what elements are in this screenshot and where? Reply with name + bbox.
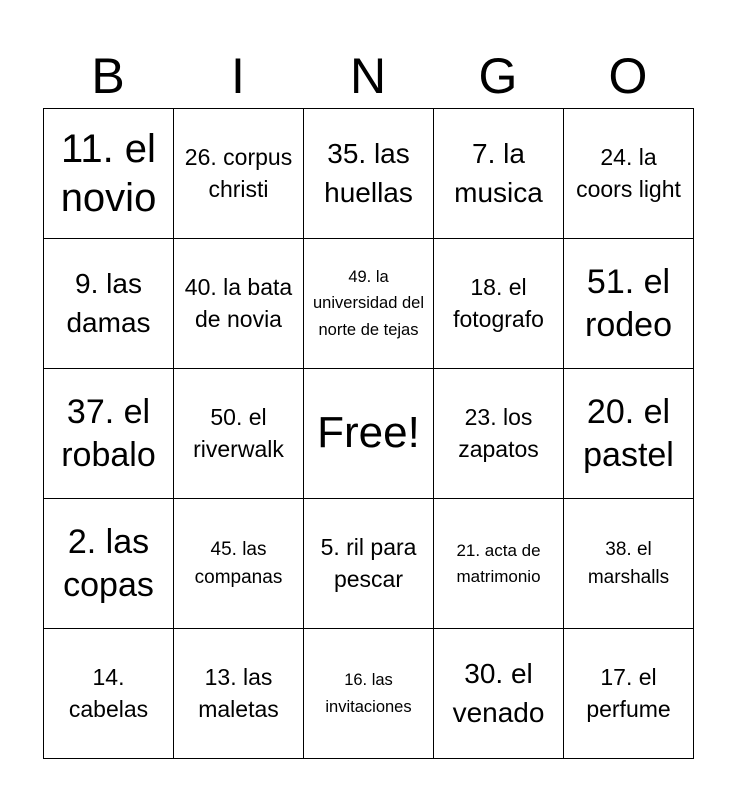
bingo-cell-r4-c2[interactable] (304, 629, 434, 759)
cell-text: 9. las damas (66, 267, 151, 338)
cell-text: 17. el perfume (586, 664, 671, 722)
cell-text: 37. el robalo (61, 392, 156, 474)
cell-text: 5. ril para pescar (320, 534, 417, 592)
bingo-cell-r0-c4[interactable] (564, 109, 694, 239)
bingo-cell-r0-c3[interactable] (434, 109, 564, 239)
bingo-cell-r0-c1[interactable] (174, 109, 304, 239)
bingo-cell-r1-c0[interactable] (44, 239, 174, 369)
bingo-free-space[interactable] (304, 369, 434, 499)
bingo-cell-r3-c3[interactable] (434, 499, 564, 629)
bingo-header (43, 40, 693, 108)
cell-text: 38. el marshalls (587, 538, 670, 588)
bingo-cell-r1-c3[interactable] (434, 239, 564, 369)
bingo-cell-r3-c1[interactable] (174, 499, 304, 629)
bingo-cell-r0-c2[interactable] (304, 109, 434, 239)
cell-text: 51. el rodeo (585, 262, 672, 344)
free-space-label: Free! (317, 408, 420, 458)
cell-text: 21. acta de matrimonio (456, 540, 541, 586)
cell-text: 30. el venado (452, 657, 545, 728)
bingo-grid (43, 108, 694, 759)
bingo-cell-r0-c0[interactable] (44, 109, 174, 239)
bingo-cell-r1-c1[interactable] (174, 239, 304, 369)
cell-text: 16. las invitaciones (325, 671, 412, 716)
cell-text: 2. las copas (63, 522, 154, 604)
bingo-cell-r2-c0[interactable] (44, 369, 174, 499)
bingo-cell-r4-c4[interactable] (564, 629, 694, 759)
bingo-cell-r3-c4[interactable] (564, 499, 694, 629)
cell-text: 7. la musica (454, 137, 543, 208)
cell-text: 18. el fotografo (453, 274, 544, 332)
bingo-cell-r1-c4[interactable] (564, 239, 694, 369)
cell-text: 14. cabelas (68, 664, 149, 722)
header-letter-b: B (91, 48, 125, 104)
cell-text: 24. la coors light (576, 144, 681, 202)
cell-text: 26. corpus christi (184, 144, 293, 202)
cell-text: 11. el novio (60, 126, 157, 220)
bingo-cell-r3-c0[interactable] (44, 499, 174, 629)
cell-text: 20. el pastel (583, 392, 674, 474)
bingo-cell-r4-c0[interactable] (44, 629, 174, 759)
cell-text: 23. los zapatos (458, 404, 539, 462)
header-letter-g: G (478, 48, 518, 104)
cell-text: 45. las companas (194, 538, 283, 588)
bingo-cell-r1-c2[interactable] (304, 239, 434, 369)
bingo-cell-r3-c2[interactable] (304, 499, 434, 629)
cell-text: 49. la universidad del norte de tejas (313, 268, 424, 339)
bingo-cell-r2-c3[interactable] (434, 369, 564, 499)
cell-text: 50. el riverwalk (193, 404, 284, 462)
cell-text: 35. las huellas (324, 137, 413, 208)
bingo-cell-r4-c1[interactable] (174, 629, 304, 759)
header-letter-n: N (349, 48, 387, 104)
header-letter-i: I (231, 48, 245, 104)
bingo-cell-r2-c1[interactable] (174, 369, 304, 499)
cell-text: 13. las maletas (198, 664, 279, 722)
bingo-cell-r4-c3[interactable] (434, 629, 564, 759)
bingo-cell-r2-c4[interactable] (564, 369, 694, 499)
cell-text: 40. la bata de novia (184, 274, 293, 332)
header-letter-o: O (608, 48, 648, 104)
